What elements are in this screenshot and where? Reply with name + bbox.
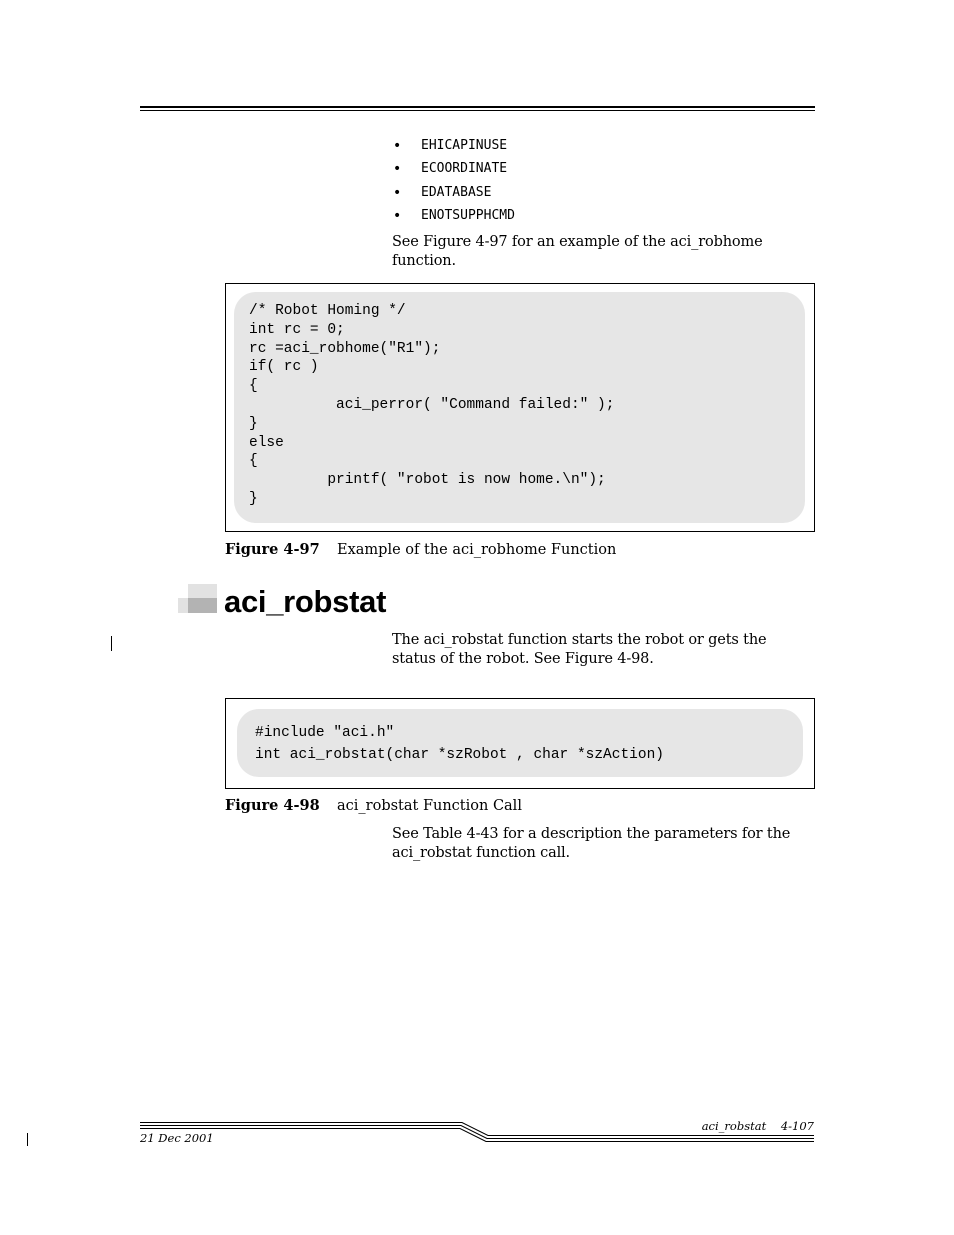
list-item: • EDATABASE: [393, 184, 492, 201]
code-figure-frame: [225, 698, 815, 789]
closing-paragraph: See Table 4-43 for a description the parameters for the aci_robstat function call.: [392, 826, 791, 861]
page-number: 4-107: [780, 1119, 814, 1133]
figure-caption-text: aci_robstat Function Call: [337, 798, 522, 814]
figure-number: Figure 4-98: [225, 797, 320, 814]
figure-caption: [225, 797, 320, 815]
list-item: • ENOTSUPPHCMD: [393, 207, 515, 224]
code-block: [237, 709, 803, 777]
footer-section-name: aci_robstat: [701, 1119, 767, 1133]
code-listing: /* Robot Homing */ int rc = 0; rc =aci_robhome("R1"); if( rc ) { aci_perror( "Command failed:" ); } else { printf( "robot is now home.\n"); }: [249, 303, 615, 507]
header-rule-thick: [140, 106, 815, 108]
error-code-list: [392, 136, 515, 229]
figure-caption: [225, 541, 320, 559]
list-item: • ECOORDINATE: [393, 161, 508, 178]
figure-number: Figure 4-97: [225, 541, 320, 558]
code-block: [234, 292, 805, 523]
section-marker-icon: [178, 584, 217, 613]
header-rule-thin: [140, 110, 815, 111]
change-bar: [27, 1133, 28, 1146]
code-figure-frame: [225, 283, 815, 532]
function-signature: #include "aci.h" int aci_robstat(char *szRobot , char *szAction): [255, 725, 664, 763]
section-paragraph: The aci_robstat function starts the robot or gets the status of the robot. See Figure 4-98.: [392, 632, 767, 667]
section-title: aci_robstat: [224, 584, 387, 619]
figure-caption-text: Example of the aci_robhome Function: [337, 542, 617, 558]
list-item: • EHICAPINUSE: [393, 138, 508, 154]
footer-date: 21 Dec 2001: [140, 1131, 214, 1145]
intro-paragraph: See Figure 4-97 for an example of the aci_robhome function.: [392, 234, 763, 269]
change-bar: [111, 636, 112, 651]
